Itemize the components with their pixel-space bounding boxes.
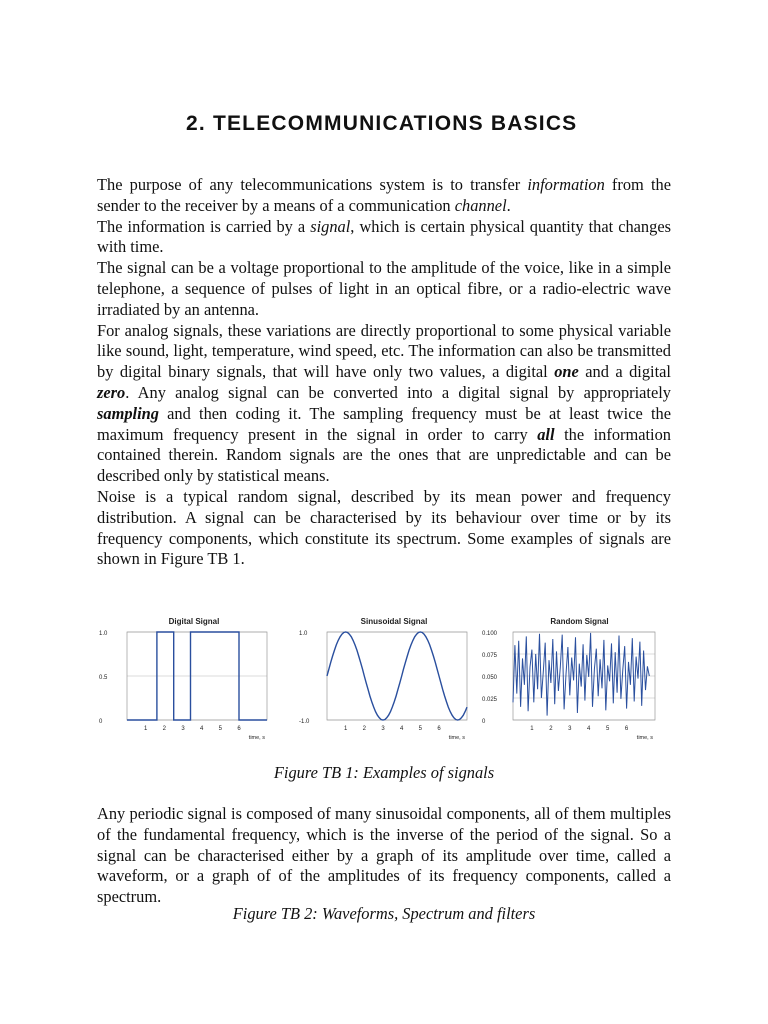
y-tick-label: 0.075	[482, 653, 498, 659]
x-axis-label: time, s	[248, 735, 265, 741]
plot-frame	[327, 632, 467, 720]
x-axis-label: time, s	[448, 735, 465, 741]
y-tick-label: 0.050	[482, 675, 498, 681]
figure-tb1	[97, 612, 671, 750]
x-tick-label: 6	[624, 726, 629, 732]
x-tick-label: 2	[549, 726, 553, 732]
x-tick-label: 1	[530, 726, 534, 732]
y-tick-label: -1.0	[299, 719, 310, 725]
paragraph-2: The information is carried by a signal, which is certain physical quantity that changes with time.	[97, 216, 671, 257]
x-tick-label: 6	[437, 726, 441, 732]
y-tick-label: 0.5	[99, 675, 108, 681]
figure-caption-2: Figure TB 2: Waveforms, Spectrum and filters	[232, 904, 536, 923]
y-tick-label: 1.0	[99, 631, 108, 637]
page-title: 2. TELECOMMUNICATIONS BASICS	[186, 112, 578, 135]
x-tick-label: 3	[568, 726, 572, 732]
paragraph-4: For analog signals, these variations are directly proportional to some physical variable like sound, light, temperature, wind speed, etc. The information can also be transmitted by digital binary signals, that will have only two values, a digital one and a digital zero. Any analog signal can be converted into a digital signal by appropriately sampling and then coding it. The sampling frequency must be at least twice the maximum frequency present in the signal in order to carry all the information contained therein. Random signals are the ones that are unpredictable and can be described only by statistical means.	[97, 320, 672, 486]
x-axis-label: time, s	[636, 735, 653, 741]
chart-title: Digital Signal	[168, 617, 220, 626]
paragraph-5: Noise is a typical random signal, described by its mean power and frequency distribution. A signal can be characterised by its behaviour over time or by its frequency components, which constitute its spectrum. Some examples of signals are shown in Figure TB 1.	[97, 486, 671, 569]
x-tick-label: 2	[162, 726, 167, 732]
x-tick-label: 5	[218, 726, 223, 732]
paragraph-6: Any periodic signal is composed of many sinusoidal components, all of them multiples of the fundamental frequency, which is the inverse of the period of the signal. So a signal can be characterised either by a graph of its amplitude over time, called a waveform, or a graph of of the amplitudes of its frequency components, called a spectrum.	[97, 804, 671, 907]
x-tick-label: 5	[605, 726, 610, 732]
series-line	[327, 632, 467, 720]
x-tick-label: 1	[343, 726, 348, 732]
x-tick-label: 3	[381, 726, 385, 732]
chart-title: Random Signal	[550, 617, 609, 626]
x-tick-label: 2	[362, 726, 367, 732]
random-signal-chart	[480, 612, 671, 750]
y-tick-label: 0.100	[482, 631, 498, 637]
digital-signal-chart	[97, 612, 283, 750]
y-tick-label: 0.025	[482, 697, 498, 703]
sinusoidal-signal-chart	[297, 612, 483, 750]
x-tick-label: 6	[237, 726, 241, 732]
periodic-signal-text	[97, 804, 671, 908]
y-tick-label: 1.0	[299, 631, 308, 637]
x-tick-label: 3	[181, 726, 185, 732]
paragraph-3: The signal can be a voltage proportional to the amplitude of the voice, like in a simple telephone, a sequence of pulses of light in an optical fibre, or a radio-electric wave irradiated by an antenna.	[97, 258, 671, 319]
x-tick-label: 4	[199, 726, 204, 732]
x-tick-label: 4	[587, 726, 591, 732]
y-tick-label: 0	[482, 719, 486, 725]
paragraph-1: The purpose of any telecommunications system is to transfer information from the sender to the receiver by a means of a communication channel.	[97, 175, 671, 215]
x-tick-label: 1	[143, 726, 148, 732]
intro-text	[97, 175, 671, 570]
chart-title: Sinusoidal Signal	[360, 617, 428, 626]
x-tick-label: 5	[418, 726, 423, 732]
figure-caption-1: Figure TB 1: Examples of signals	[273, 763, 495, 782]
x-tick-label: 4	[399, 726, 404, 732]
y-tick-label: 0	[99, 719, 103, 725]
series-line	[513, 633, 649, 716]
